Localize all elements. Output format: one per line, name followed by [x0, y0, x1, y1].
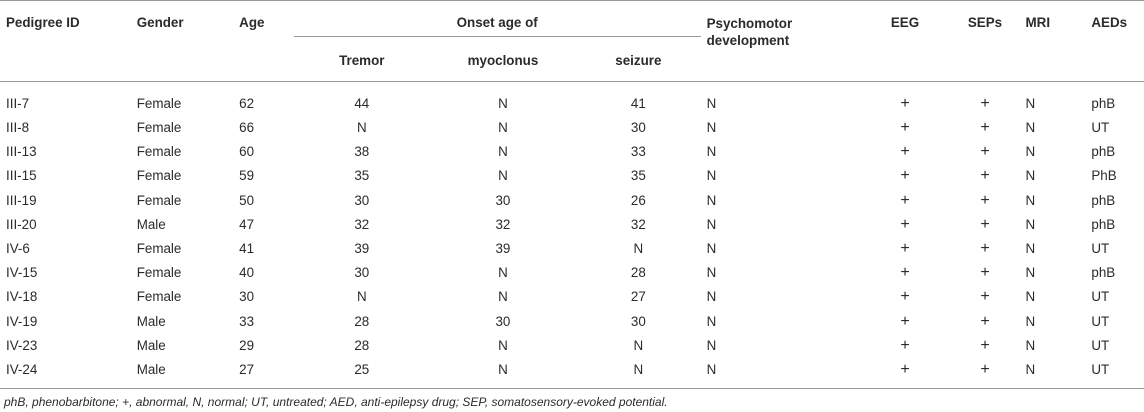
cell-myoclonus-onset: 30: [495, 192, 511, 208]
cell-gender: Female: [136, 289, 182, 305]
cell-seizure-onset: 33: [630, 144, 646, 160]
cell-pedigree-id: III-7: [6, 96, 30, 111]
cell-seps: +: [980, 95, 990, 112]
cell-psychomotor: N: [706, 313, 717, 329]
header-psychomotor: Psychomotor development: [701, 1, 860, 82]
cell-eeg: +: [900, 336, 910, 354]
cell-eeg: +: [900, 191, 910, 209]
cell-pedigree-id: IV-18: [6, 289, 38, 305]
cell-age: 29: [239, 337, 255, 353]
cell-eeg: +: [900, 119, 910, 137]
cell-pedigree-id: IV-19: [6, 313, 38, 329]
cell-age: 30: [239, 289, 255, 305]
cell-psychomotor: N: [706, 168, 717, 184]
cell-psychomotor: N: [701, 358, 860, 389]
cell-myoclonus-onset: N: [498, 144, 508, 160]
cell-pedigree-id: III-20: [6, 216, 37, 232]
cell-gender: Male: [136, 216, 166, 232]
cell-seps: +: [980, 191, 990, 209]
cell-aeds: UT: [1091, 337, 1110, 353]
cell-aeds: phB: [1091, 144, 1116, 160]
header-pedigree-id: Pedigree ID: [0, 1, 131, 82]
cell-myoclonus-onset: N: [498, 337, 508, 353]
cell-aeds: UT: [1091, 289, 1110, 305]
table-row: [0, 334, 1144, 358]
cell-mri: N: [1025, 216, 1036, 232]
cell-mri: N: [1025, 96, 1036, 111]
cell-mri: N: [1025, 120, 1036, 136]
cell-eeg: +: [900, 215, 910, 233]
table-row: [0, 116, 1144, 140]
cell-mri: N: [1025, 241, 1036, 257]
header-tremor: Tremor: [339, 52, 385, 68]
cell-psychomotor: N: [706, 241, 717, 257]
cell-pedigree-id: III-19: [6, 192, 37, 208]
cell-myoclonus-onset: N: [430, 358, 576, 389]
cell-myoclonus-onset: 30: [495, 313, 511, 329]
cell-seizure-onset: N: [633, 241, 644, 257]
cell-aeds: UT: [1091, 313, 1110, 329]
cell-seizure-onset: 28: [630, 265, 646, 281]
cell-seps: +: [980, 143, 990, 161]
cell-tremor-onset: N: [356, 120, 367, 136]
cell-seps: +: [980, 288, 990, 306]
cell-age: 66: [239, 120, 255, 136]
cell-myoclonus-onset: 32: [495, 216, 511, 232]
table-row: [0, 285, 1144, 309]
cell-seps: +: [980, 167, 990, 185]
cell-mri: N: [1025, 289, 1036, 305]
cell-tremor-onset: 38: [354, 144, 370, 160]
cell-tremor-onset: 35: [354, 168, 370, 184]
cell-aeds: UT: [1091, 241, 1110, 257]
cell-seps: +: [980, 264, 990, 282]
cell-tremor-onset: 25: [294, 358, 430, 389]
cell-tremor-onset: N: [356, 289, 367, 305]
cell-tremor-onset: 39: [354, 241, 370, 257]
cell-seizure-onset: N: [633, 337, 644, 353]
cell-age: 41: [239, 241, 255, 257]
cell-seizure-onset: 26: [630, 192, 646, 208]
cell-mri: N: [1025, 168, 1036, 184]
cell-seps: +: [951, 358, 1020, 389]
table-row: [0, 164, 1144, 188]
cell-psychomotor: N: [706, 120, 717, 136]
cell-aeds: UT: [1085, 358, 1144, 389]
cell-tremor-onset: 32: [354, 216, 370, 232]
cell-psychomotor: N: [706, 96, 717, 111]
cell-aeds: PhB: [1091, 168, 1117, 184]
cell-seizure-onset: N: [576, 358, 700, 389]
cell-myoclonus-onset: N: [498, 265, 508, 281]
cell-gender: Female: [136, 265, 182, 281]
cell-mri: N: [1025, 265, 1036, 281]
cell-gender: Female: [136, 168, 182, 184]
table-row: [0, 358, 1144, 389]
cell-myoclonus-onset: N: [498, 289, 508, 305]
header-eeg: EEG: [860, 1, 951, 82]
table-row: [0, 82, 1144, 117]
cell-eeg: +: [900, 240, 910, 258]
cell-seps: +: [980, 119, 990, 137]
cell-aeds: phB: [1091, 216, 1116, 232]
cell-pedigree-id: III-8: [6, 120, 30, 136]
cell-pedigree-id: IV-6: [6, 241, 30, 257]
header-gender: Gender: [131, 1, 233, 82]
table-footnote: phB, phenobarbitone; +, abnormal, N, normal; UT, untreated; AED, anti-epilepsy drug; SEP, somatosensory-evoked potential.: [4, 395, 668, 409]
cell-myoclonus-onset: N: [498, 120, 508, 136]
cell-psychomotor: N: [706, 192, 717, 208]
cell-pedigree-id: IV-15: [6, 265, 38, 281]
header-onset-age-group: [294, 1, 701, 38]
cell-eeg: +: [900, 143, 910, 161]
cell-aeds: phB: [1091, 192, 1116, 208]
cell-tremor-onset: 28: [354, 337, 370, 353]
cell-seizure-onset: 32: [630, 216, 646, 232]
cell-eeg: +: [860, 358, 951, 389]
cell-gender: Female: [136, 192, 182, 208]
cell-age: 60: [239, 144, 255, 160]
table-row: [0, 213, 1144, 237]
cell-seps: +: [980, 336, 990, 354]
cell-psychomotor: N: [706, 337, 717, 353]
cell-tremor-onset: 30: [354, 265, 370, 281]
cell-eeg: +: [900, 288, 910, 306]
cell-mri: N: [1025, 337, 1036, 353]
cell-pedigree-id: III-15: [6, 168, 37, 184]
cell-age: 62: [239, 96, 255, 111]
cell-seizure-onset: 41: [630, 96, 646, 111]
table-header: [0, 1, 1144, 82]
cell-gender: Male: [136, 337, 166, 353]
cell-mri: N: [1025, 144, 1036, 160]
cell-age: 59: [239, 168, 255, 184]
cell-gender: Male: [131, 358, 233, 389]
cell-seizure-onset: 30: [630, 120, 646, 136]
cell-psychomotor: N: [706, 216, 717, 232]
cell-age: 50: [239, 192, 255, 208]
cell-gender: Female: [136, 120, 182, 136]
cell-gender: Female: [136, 96, 182, 111]
cell-seps: +: [980, 215, 990, 233]
cell-mri: N: [1020, 358, 1086, 389]
header-mri: MRI: [1020, 1, 1086, 82]
cell-aeds: phB: [1091, 265, 1116, 281]
header-aeds: AEDs: [1085, 1, 1144, 82]
cell-pedigree-id: III-13: [6, 144, 37, 160]
cell-seps: +: [980, 240, 990, 258]
cell-seizure-onset: 27: [630, 289, 646, 305]
header-seps: SEPs: [951, 1, 1020, 82]
cell-seizure-onset: 35: [630, 168, 646, 184]
cell-age: 33: [239, 313, 255, 329]
table-row: [0, 237, 1144, 261]
cell-pedigree-id: IV-23: [6, 337, 38, 353]
cell-gender: Male: [136, 313, 166, 329]
cell-seps: +: [980, 312, 990, 330]
cell-psychomotor: N: [706, 144, 717, 160]
cell-age: 27: [233, 358, 294, 389]
cell-aeds: UT: [1091, 120, 1110, 136]
cell-eeg: +: [900, 167, 910, 185]
cell-seizure-onset: 30: [630, 313, 646, 329]
cell-myoclonus-onset: 39: [495, 241, 511, 257]
table-row: [0, 310, 1144, 334]
header-onset-age-label: Onset age of: [456, 15, 538, 30]
header-myoclonus: myoclonus: [467, 52, 539, 68]
cell-mri: N: [1025, 192, 1036, 208]
cell-myoclonus-onset: N: [498, 168, 508, 184]
cell-eeg: +: [900, 95, 910, 112]
table-row: [0, 261, 1144, 285]
cell-aeds: phB: [1091, 96, 1116, 111]
table-body: [0, 82, 1144, 389]
cell-eeg: +: [900, 264, 910, 282]
cell-psychomotor: N: [706, 289, 717, 305]
table-row: [0, 189, 1144, 213]
table-row: [0, 140, 1144, 164]
cell-tremor-onset: 28: [354, 313, 370, 329]
header-seizure: seizure: [615, 52, 662, 68]
cell-gender: Female: [136, 144, 182, 160]
cell-psychomotor: N: [706, 265, 717, 281]
cell-tremor-onset: 30: [354, 192, 370, 208]
cell-myoclonus-onset: N: [498, 96, 508, 111]
cell-age: 47: [239, 216, 255, 232]
header-age: Age: [233, 1, 294, 82]
cell-eeg: +: [900, 312, 910, 330]
cell-mri: N: [1025, 313, 1036, 329]
cell-pedigree-id: IV-24: [0, 358, 131, 389]
cell-tremor-onset: 44: [354, 96, 370, 111]
cell-age: 40: [239, 265, 255, 281]
cell-gender: Female: [136, 241, 182, 257]
